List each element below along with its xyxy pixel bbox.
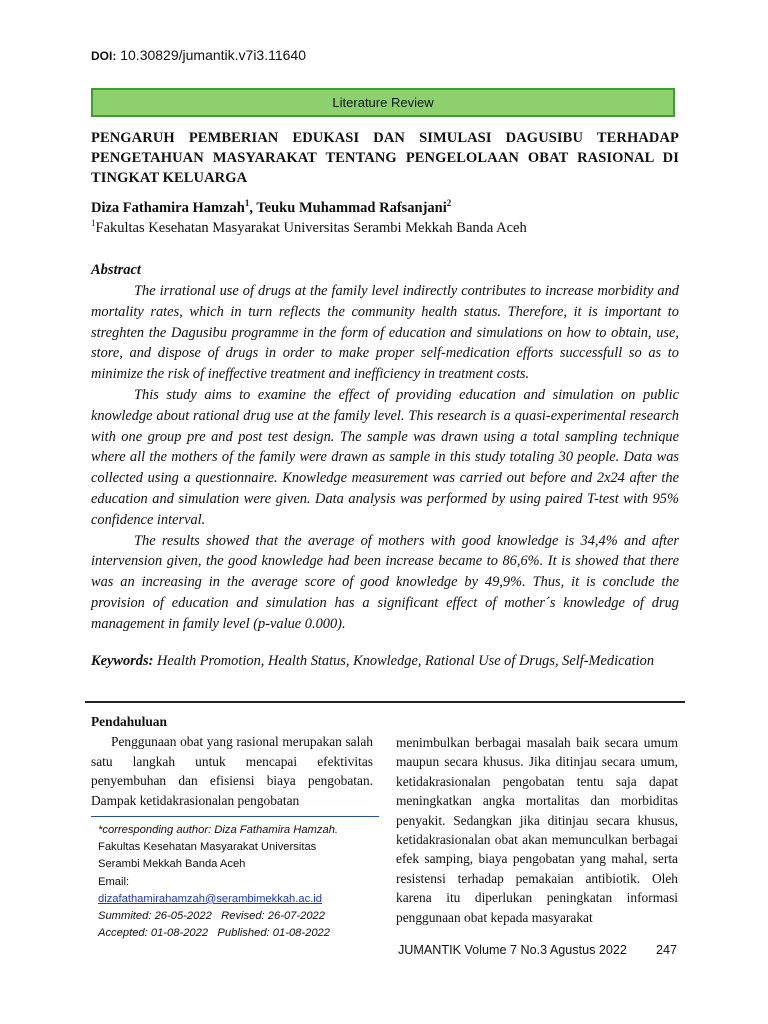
body-right-column xyxy=(396,733,678,927)
author-line xyxy=(91,200,451,217)
body-right-paragraph: menimbulkan berbagai masalah baik secara umum maupun secara khusus. Jika ditinjau secara umum, ketidakrasionalan pengobatan tentu saja dapat meningkatkan angka mortalitas dan morbiditas penyakit. Sedangkan jika ditinjau secara khusus, ketidakrasionalan obat akan memunculkan berbagai efek samping, biaya pengobatan yang mahal, serta resistensi terhadap pemakaian antibiotik. Oleh karena itu diperlukan peningkatan informasi penggunaan obat kepada masyarakat xyxy=(396,735,678,925)
journal-footer: JUMANTIK Volume 7 No.3 Agustus 2022 xyxy=(398,943,627,957)
footnote-email-label: Email: xyxy=(98,875,130,888)
article-title: PENGARUH PEMBERIAN EDUKASI DAN SIMULASI DAGUSIBU TERHADAP PENGETAHUAN MASYARAKAT TENTANG PENGELOLAAN OBAT RASIONAL DI TINGKAT KELUARGA xyxy=(91,130,679,186)
revised-date: Revised: 26-07-2022 xyxy=(221,910,326,923)
keywords-text: Health Promotion, Health Status, Knowledge, Rational Use of Drugs, Self-Medication xyxy=(156,653,655,669)
abstract-paragraph-2: This study aims to examine the effect of providing education and simulation on public knowledge about rational drug use at the family level. This research is a quasi-experimental research with one group pre and post test design. The sample was drawn using a total sampling technique where all the mothers of the family were drawn as sample in this study totaling 30 people. Data was collected using a questionnaire. Knowledge measurement was carried out before and 2x24 after the education and simulation were given. Data analysis was performed by using paired T-test with 95% confidence interval. xyxy=(91,386,679,528)
body-left-paragraph: Penggunaan obat yang rasional merupakan salah satu langkah untuk mencapai efektivitas penyembuhan dan efisiensi biaya pengobatan. Dampak ketidakrasionalan pengobatan xyxy=(91,734,373,808)
body-left-column xyxy=(91,712,373,810)
author-separator: , xyxy=(249,200,257,216)
article-type-label: Literature Review xyxy=(332,95,434,110)
article-type-banner xyxy=(91,88,675,117)
doi-value: 10.30829/jumantik.v7i3.11640 xyxy=(120,47,307,63)
keywords xyxy=(91,651,679,672)
email-link[interactable]: dizafathamirahamzah@serambimekkah.ac.id xyxy=(98,892,323,905)
affiliation-superscript: 1 xyxy=(91,218,96,229)
page-number: 247 xyxy=(656,943,678,957)
doi-label: DOI: xyxy=(91,49,117,63)
abstract-paragraph-1: The irrational use of drugs at the family level indirectly contributes to increase morbidity and mortality rates, which in turn reflects the community health status. Therefore, it is important to streghten the Dagusibu programme in the form of education and simulations on how to obtain, use, store, and dispose of drugs in order to make proper self-medication efforts successfull so as to minimize the risk of ineffective treatment and inefficiency in treatment costs. xyxy=(91,283,679,383)
section-heading: Pendahuluan xyxy=(91,714,167,729)
submission-dates xyxy=(98,908,383,925)
author-1-superscript: 1 xyxy=(244,198,250,209)
acceptance-dates xyxy=(98,925,383,942)
footnote-institution-line-1: Fakultas Kesehatan Masyarakat Universitas xyxy=(98,841,317,854)
affiliation-text: Fakultas Kesehatan Masyarakat Universitas Serambi Mekkah Banda Aceh xyxy=(95,220,527,236)
doi-line xyxy=(91,47,306,63)
abstract-body xyxy=(91,281,679,635)
abstract-heading: Abstract xyxy=(91,262,141,278)
author-2-superscript: 2 xyxy=(446,198,452,209)
accepted-date: Accepted: 01-08-2022 xyxy=(98,927,209,940)
section-divider xyxy=(85,701,685,703)
footnote-institution-line-2: Serambi Mekkah Banda Aceh xyxy=(98,858,246,871)
footnote-divider xyxy=(91,816,379,817)
affiliation xyxy=(91,220,527,237)
abstract-paragraph-3: The results showed that the average of mothers with good knowledge is 34,4% and after intervension given, the good knowledge had been increase became to 86,6%. It is showed that there was an increasing in the average score of good knowledge by 49,9%. Thus, it is conclude the provision of education and simulation has a significant effect of mother´s knowledge of drug management in family level (p-value 0.000). xyxy=(91,532,679,632)
keywords-label: Keywords: xyxy=(91,653,154,669)
author-2: Teuku Muhammad Rafsanjani xyxy=(256,200,447,216)
corresponding-author: *corresponding author: Diza Fathamira Hamzah. xyxy=(98,824,339,836)
corresponding-footnote xyxy=(98,822,383,942)
author-1: Diza Fathamira Hamzah xyxy=(91,200,245,216)
published-date: Published: 01-08-2022 xyxy=(217,927,331,940)
submitted-date: Summited: 26-05-2022 xyxy=(98,910,212,923)
